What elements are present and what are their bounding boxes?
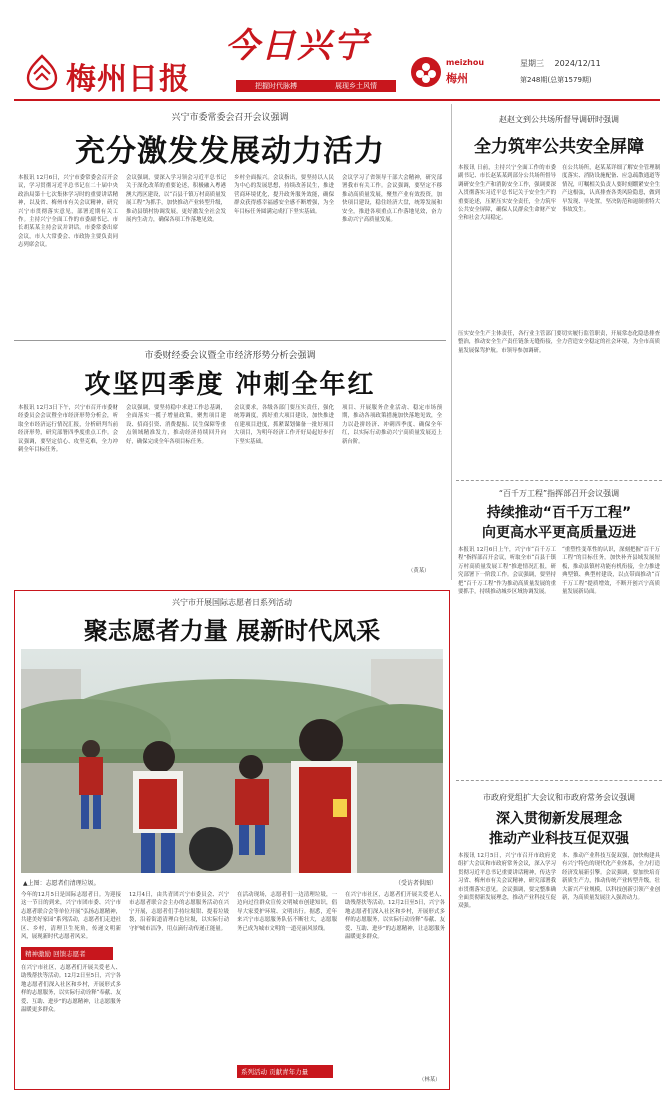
article-3-col-1: 本报讯 12月3日下午，兴宁市召开市委财经委员会会议暨全市经济形势分析会，听取全市经济运行情况汇报，分析研判当前经济形势，研究部署四季度重点工作。会议强调，要坚定信心、攻坚克难，全力冲刺全年目标任务。 xyxy=(18,405,118,454)
article-4-col-4: 在兴宁市社区，志愿者们开展关爱老人、助残帮扶等活动。12月2日至5日，兴宁各地志愿者们深入社区和乡村，开展形式多样的志愿服务，以实际行动诠释“奉献、友爱、互助、进步”的志愿精神，让志愿服务温暖更多群众。 xyxy=(345,892,445,941)
article-2-col-1: 本报讯 日前，主持兴宁全面工作的市委副书记、市长赵某某到部分公共场所督导调研安全生产和消防安全工作，强调要深入贯彻落实习近平总书记关于安全生产的重要论述，压紧压实安全责任，全力筑牢公共安全屏障，确保人民群众生命财产安全和社会大局稳定。 xyxy=(458,165,556,222)
article-1-col-1: 本报讯 12月6日，兴宁市委常委会召开会议，学习贯彻习近平总书记在二十届中央政治局第十七次集体学习时的重要讲话精神，以及省、梅州市有关会议精神，研究兴宁市贯彻落实意见，部署近期有关工作。主持兴宁全面工作的市委副书记、市长胡某某主持会议并讲话。市委常委出席会议，市人大常委会、市政协主要负责同志列席会议。 xyxy=(18,175,118,249)
article-3-headline: 攻坚四季度 冲刺全年红 xyxy=(84,370,376,400)
article-4-signoff: （林某） xyxy=(419,1077,441,1083)
article-5-col-1: 本报讯 12月6日上午，兴宁市“百千万工程”指挥部召开会议，听取全市“百县千镇万村高质量发展工程”推进情况汇报，研究部署下一阶段工作。会议强调，要坚持把“百千万工程”作为推动高质量发展的重要抓手，持续推动城乡区域协调发展。 xyxy=(458,547,556,596)
article-4-col-1-bottom: 在兴宁市社区，志愿者们开展关爱老人、助残帮扶等活动。12月2日至5日，兴宁各地志愿者们深入社区和乡村，开展形式多样的志愿服务，以实际行动诠释“奉献、友爱、互助、进步”的志愿精神，让志愿服务温暖更多群众。 xyxy=(21,965,121,1014)
article-6-headline-2: 推动产业科技互促双强 xyxy=(489,831,629,847)
article-3-kicker: 市委财经委会议暨全市经济形势分析会强调 xyxy=(144,351,316,361)
volunteer-photo-scene xyxy=(21,649,443,873)
meizhou-emblem xyxy=(410,54,490,94)
article-3-col-3: 会议要求，各级各部门要压实责任，强化统筹调度，抓好重大项目建设，加快推进在建项目进度，抓紧谋划储备一批好项目大项目，为明年经济工作开好局起好步打下坚实基础。 xyxy=(234,405,334,445)
article-6-headline-1: 深入贯彻新发展理念 xyxy=(496,811,622,827)
article-1-col-3: 乡村全面振兴。会议指出，要坚持以人民为中心的发展思想，持续改善民生，推进营商环境优化，提升政务服务效能，确保群众获得感幸福感安全感不断增强，为全年目标任务圆满完成打下坚实基础。 xyxy=(234,175,334,215)
article-6 xyxy=(456,784,662,1090)
flame-logo-icon xyxy=(22,54,62,90)
slogan-bar xyxy=(236,80,396,92)
article-2-headline: 全力筑牢公共安全屏障 xyxy=(474,137,644,157)
article-4-col-3: 在活动现场，志愿者们一边清理垃圾，一边向过往群众宣传文明城市创建知识，倡导大家爱护环境、文明出行。据悉，近年来兴宁市志愿服务队伍不断壮大，志愿服务已成为城市文明的一道亮丽风景线。 xyxy=(237,892,337,932)
photo-credit: （受访者供图） xyxy=(395,880,438,887)
emblem-text-top: meizhou xyxy=(446,58,485,67)
article-1-col-2: 会议强调，要深入学习领会习近平总书记关于深化改革的重要论述，积极融入粤港澳大湾区建设，以“百县千镇万村高质量发展工程”为抓手，加快推动产业转型升级，推动县镇村协调发展，更好激发全社会发展内生动力，确保各项工作落地见效。 xyxy=(126,175,226,224)
article-4-col-3-wrap xyxy=(237,891,337,1087)
article-6-col-1: 本报讯 12月5日，兴宁市召开市政府党组扩大会议和市政府常务会议，深入学习贯彻习近平总书记重要讲话精神，传达学习省、梅州市有关会议精神，研究部署我市贯彻落实意见。会议强调，要完整准确全面贯彻新发展理念，推动产业科技互促双强。 xyxy=(458,853,556,910)
article-3-signoff: （黄某） xyxy=(408,568,430,574)
article-4-headline: 聚志愿者力量 展新时代风采 xyxy=(83,617,381,645)
article-2-col-2: 在公共场所，赵某某详细了解安全管理制度落实、消防设施配备、应急疏散通道等情况，叮嘱相关负责人要时刻绷紧安全生产这根弦，认真排查各类风险隐患，做到早发现、早处置，坚决防范和遏制重特大事故发生。 xyxy=(562,165,660,214)
article-4 xyxy=(14,590,450,1090)
newspaper-logo xyxy=(22,52,212,97)
highlight-label-2: 系列活动 贡献青年力量 xyxy=(237,1065,333,1078)
article-3-col-2: 会议强调，要坚持稳中求进工作总基调，全面落实一揽子增量政策，聚焦项目建设、招商引资、消费提振、民生保障等重点领域精准发力，推动经济持续回升向好，确保完成全年各项目标任务。 xyxy=(126,405,226,445)
rule-article-1-3 xyxy=(14,340,446,341)
newspaper-name: 梅州日报 xyxy=(66,62,190,97)
article-1-kicker: 兴宁市委常委会召开会议强调 xyxy=(171,113,289,123)
slogan-left: 把握时代脉搏 xyxy=(255,82,297,90)
article-4-col-1-top: 今年的12月5日是国际志愿者日。为迎接这一节日的到来，兴宁市团市委、兴宁市志愿者联合会等单位开展“弘扬志愿精神，共建美好家园”系列活动，志愿者们走进社区、乡村，清理卫生死角，传递文明新风，展现新时代志愿者风采。 xyxy=(21,892,121,941)
weekday: 星期三 xyxy=(520,59,544,68)
volunteer-photo xyxy=(21,649,443,873)
article-4-kicker: 兴宁市开展国际志愿者日系列活动 xyxy=(172,598,292,607)
article-4-col-2: 12月4日，由共青团兴宁市委员会、兴宁市志愿者联合会主办的志愿服务活动在兴宁开展，志愿者们手持垃圾钳、提着垃圾袋，沿着街道清理白色垃圾，以实际行动守护城市洁净，用点滴行动传递正能量。 xyxy=(129,892,229,932)
article-5 xyxy=(456,484,662,778)
article-1-col-4: 会议学习了省领导干部大会精神，研究部署我市有关工作。会议强调，要坚定不移推动高质量发展，聚焦产业有效投资，加快项目建设，稳住经济大盘，统筹发展和安全，推进各项重点工作落地见效，奋力推动兴宁高质量发展。 xyxy=(342,175,442,224)
article-2-kicker: 赵赵文到公共场所督导调研时强调 xyxy=(499,115,619,124)
article-6-kicker: 市政府党组扩大会议和市政府常务会议强调 xyxy=(483,793,635,802)
page-name: 今日兴宁 xyxy=(225,26,369,66)
article-5-col-2: “重塑性变革性的认识，深刻把握“百千万工程”的目标任务，加快补齐县域发展短板，推动县镇村功能有机衔接，全力推进典型镇、典型村建设，以点带面推动“百千万工程”提质增效，不断开创兴宁高质量发展新局面。 xyxy=(562,547,660,596)
highlight-label-1: 精神激励 回馈志愿者 xyxy=(21,947,113,960)
rule-article-2-5 xyxy=(456,480,662,481)
article-1 xyxy=(14,104,446,338)
emblem-text-bottom: 梅州 xyxy=(446,72,468,85)
photo-caption: ▲上图：志愿者们清理垃圾。 xyxy=(23,880,100,887)
article-5-kicker: “百千万工程”指挥部召开会议强调 xyxy=(498,489,620,498)
article-2-col-3: 压实安全生产主体责任，各行业主管部门要切实履行监管职责，开展常态化隐患排查整治，推动安全生产责任链条无缝衔接，全力营造安全稳定的社会环境，为全市高质量发展保驾护航。市领导参加调研。 xyxy=(458,331,660,354)
article-4-col-1-wrap xyxy=(21,891,121,1087)
masthead xyxy=(0,0,672,100)
article-6-col-2: 本、推动产业科技互促双强，加快构建具有兴宁特色的现代化产业体系，全力打造经济发展新引擎。会议强调，要加快培育新质生产力，推动传统产业转型升级，壮大新兴产业规模，以科技创新引领产业创新，为高质量发展注入强劲动力。 xyxy=(562,853,660,902)
article-3 xyxy=(14,344,446,580)
date: 2024/12/11 xyxy=(554,59,601,68)
masthead-rule xyxy=(14,99,660,101)
column-divider-main xyxy=(451,104,452,580)
article-1-headline: 充分激发发展动力活力 xyxy=(75,134,385,169)
date-block xyxy=(520,58,660,94)
article-5-headline-2: 向更高水平更高质量迈进 xyxy=(482,525,636,541)
rule-article-5-6 xyxy=(456,780,662,781)
article-3-col-4: 项目、开展服务企业活动、稳定市场预期，推动各项政策措施加快落地见效，全力以赴拼经济、冲刺四季度、确保全年红，以实际行动推动兴宁高质量发展迈上新台阶。 xyxy=(342,405,442,445)
article-2 xyxy=(456,104,662,476)
slogan-right: 展现乡土风情 xyxy=(335,82,377,90)
article-5-headline-1: 持续推动“百千万工程” xyxy=(486,505,632,521)
meizhou-emblem-icon xyxy=(410,56,442,88)
issue-number: 第248期(总第1579期) xyxy=(520,76,592,84)
